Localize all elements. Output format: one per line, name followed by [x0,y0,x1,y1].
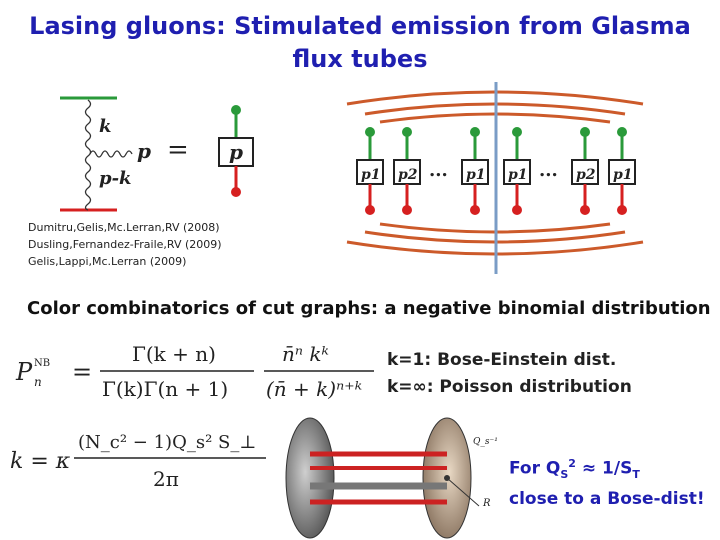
nb-den1: Γ(k)Γ(n + 1) [102,377,229,401]
gluon-vertical-line [86,100,91,210]
flux-tube-picture [255,412,505,540]
qs-note-line-1 [509,452,705,487]
qs-sub: S [560,468,569,482]
slide-title [0,10,720,76]
title-line-2: flux tubes [292,45,428,73]
ladder-diagram [295,82,695,274]
label-p-minus-k: p-k [99,168,132,189]
subheading: Color combinatorics of cut graphs: a negative binomial distribution [27,298,711,319]
ladder-unit-1 [357,127,383,215]
qs-note [509,452,705,511]
reference-2: Dusling,Fernandez-Fraile,RV (2009) [28,238,222,251]
note-k1: k=1: Bose-Einstein dist. [387,350,617,370]
ladder-unit-4 [504,127,530,215]
nb-lhs: P [16,358,33,386]
ladder-box-label: p1 [361,167,381,183]
ladder-box-label: p1 [508,167,528,183]
p-box-label: p [229,140,243,164]
k-lhs: k = κ [10,449,71,474]
label-p: p [137,139,151,163]
qs-prefix: For Q [509,458,561,479]
qs-note-line-2: close to a Bose-dist! [509,489,705,510]
title-line-1: Lasing gluons: Stimulated emission from Glasma [29,12,691,40]
st-sub: T [632,468,640,482]
nb-lhs-sup: NB [34,358,51,369]
ladder-box-label: p1 [613,167,633,183]
ladder-ellipsis-left: ... [429,160,448,181]
ladder-box-label: p2 [576,167,596,183]
k-num: (N_c² − 1)Q_s² S_⊥ [78,432,257,453]
label-k: k [99,116,112,137]
red-dot [231,187,241,197]
ladder-ellipsis-right: ... [539,160,558,181]
equals-sign: = [167,135,189,165]
ladder-unit-6 [609,127,635,215]
nb-num1: Γ(k + n) [132,342,216,366]
green-dot [231,105,241,115]
qs-mid: ≈ 1/S [575,458,633,479]
reference-3: Gelis,Lappi,Mc.Lerran (2009) [28,255,187,268]
qs-label: Q_s⁻¹ [473,437,498,447]
nb-formula [12,336,377,406]
r-label: R [483,498,491,509]
nb-den2: (n̄ + k)ⁿ⁺ᵏ [266,377,363,401]
ladder-unit-2 [394,127,420,215]
references [28,219,222,270]
reference-1: Dumitru,Gelis,Mc.Lerran,RV (2008) [28,221,220,234]
ladder-box-label: p2 [398,167,418,183]
nb-equals: = [72,358,93,386]
nb-num2: n̄ⁿ kᵏ [282,342,329,366]
k-formula [8,426,273,494]
qs-sup: 2 [568,457,576,470]
left-disk [286,418,334,538]
gluon-horizontal-line [90,151,132,157]
note-kinf: k=∞: Poisson distribution [387,377,632,397]
ladder-unit-5 [572,127,598,215]
ladder-box-label: p1 [466,167,486,183]
k-den: 2π [153,467,179,491]
ladder-unit-3 [462,127,488,215]
feynman-diagram [55,92,270,217]
nb-lhs-sub: n [34,375,42,389]
